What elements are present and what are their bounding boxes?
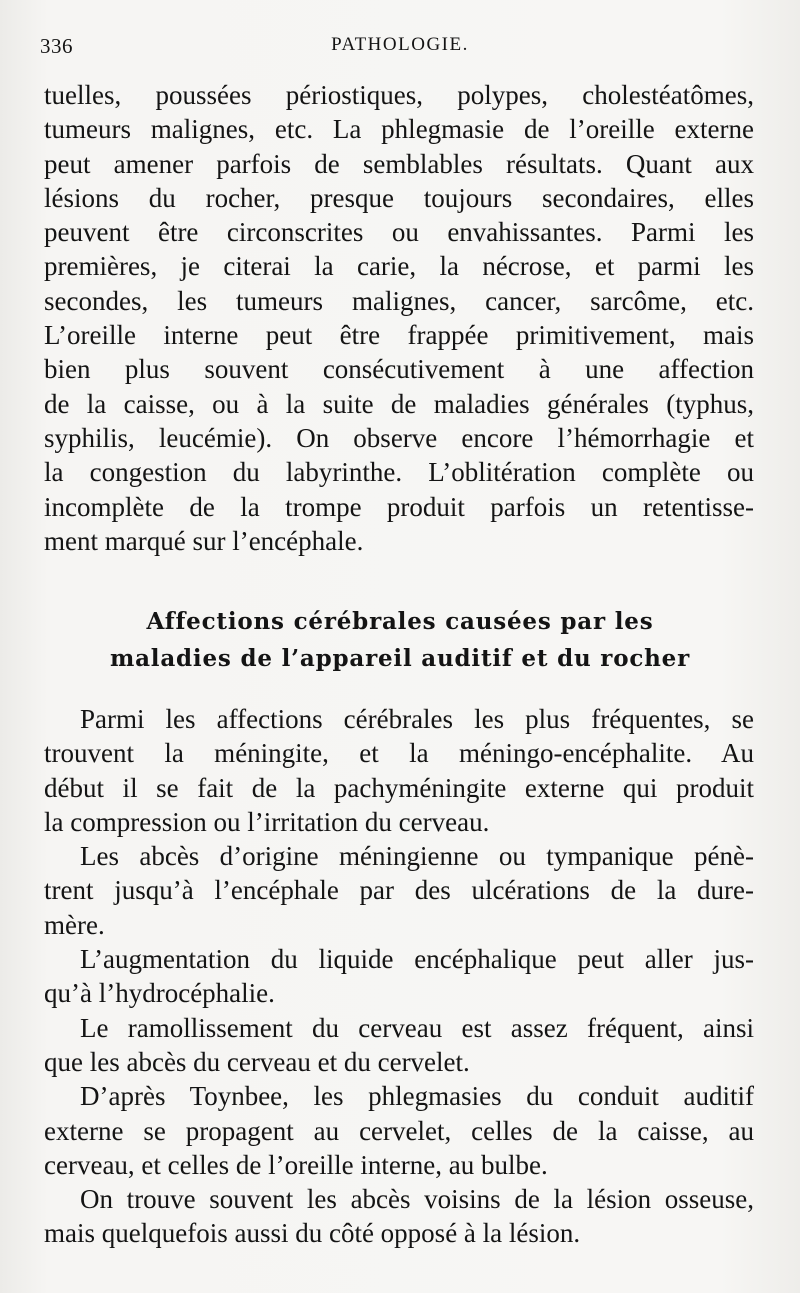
- text-line: trouvent la méningite, et la méningo-encéphalite. Au: [44, 738, 754, 769]
- text-line: bien plus souvent consécutivement à une affection: [44, 354, 754, 385]
- text-line: tuelles, poussées périostiques, polypes, cholestéatômes,: [44, 80, 754, 110]
- running-title: PATHOLOGIE.: [331, 34, 469, 55]
- text-line: On trouve souvent les abcès voisins de la lésion osseuse,: [80, 1184, 754, 1215]
- section-heading-line-1: Affections cérébrales causées par les: [146, 608, 654, 635]
- text-line: que les abcès du cerveau et du cervelet.: [44, 1046, 470, 1077]
- text-line: cerveau, et celles de l’oreille interne, au bulbe.: [44, 1149, 548, 1180]
- text-line: Parmi les affections cérébrales les plus fréquentes, se: [80, 704, 754, 734]
- text-line: peuvent être circonscrites ou envahissantes. Parmi les: [44, 217, 754, 248]
- text-line: trent jusqu’à l’encéphale par des ulcérations de la dure-: [44, 875, 754, 906]
- text-line: L’oreille interne peut être frappée primitivement, mais: [44, 320, 754, 351]
- section-body: [44, 702, 754, 1251]
- text-line: D’après Toynbee, les phlegmasies du conduit auditif: [80, 1081, 754, 1112]
- text-line: Les abcès d’origine méningienne ou tympanique pénè-: [80, 841, 754, 872]
- text-line: lésions du rocher, presque toujours secondaires, elles: [44, 182, 754, 213]
- text-line: L’augmentation du liquide encéphalique peut aller jus-: [80, 944, 754, 975]
- text-line: externe se propagent au cervelet, celles de la caisse, au: [44, 1115, 754, 1146]
- page-number: 336: [40, 34, 73, 58]
- text-line: début il se fait de la pachyméningite externe qui produit: [44, 772, 754, 803]
- text-line: peut amener parfois de semblables résultats. Quant aux: [44, 148, 754, 179]
- text-line: premières, je citerai la carie, la nécrose, et parmi les: [44, 251, 754, 282]
- text-line: qu’à l’hydrocéphalie.: [44, 978, 275, 1009]
- text-line: Le ramollissement du cerveau est assez fréquent, ainsi: [80, 1012, 754, 1043]
- text-line: tumeurs malignes, etc. La phlegmasie de l’oreille externe: [44, 114, 754, 145]
- running-head: [40, 34, 760, 62]
- text-line: la congestion du labyrinthe. L’oblitération complète ou: [44, 457, 754, 488]
- text-line: syphilis, leucémie). On observe encore l’hémorrhagie et: [44, 422, 754, 453]
- text-line: mais quelquefois aussi du côté opposé à la lésion.: [44, 1218, 581, 1249]
- text-line: de la caisse, ou à la suite de maladies générales (typhus,: [44, 388, 754, 419]
- section-heading-line-2: maladies de l’appareil auditif et du rocher: [109, 645, 691, 672]
- text-line: mère.: [44, 909, 105, 940]
- text-line: secondes, les tumeurs malignes, cancer, sarcôme, etc.: [44, 285, 754, 316]
- text-line: incomplète de la trompe produit parfois un retentisse-: [44, 491, 754, 522]
- paragraph-continued: [44, 78, 754, 558]
- text-line: la compression ou l’irritation du cerveau.: [44, 806, 490, 837]
- text-line: ment marqué sur l’encéphale.: [44, 525, 364, 556]
